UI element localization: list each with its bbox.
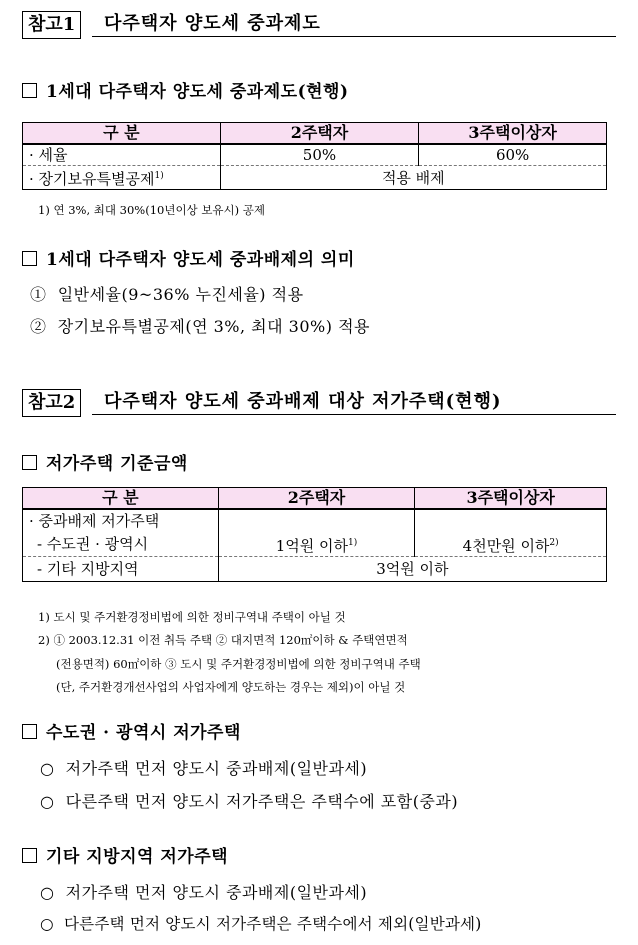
cell-value-merged: 적용 배제 [220,166,606,190]
cell-value-merged: 3억원 이하 [218,557,606,582]
checkbox-square-icon [22,251,37,266]
footnote: 2) ① 2003.12.31 이전 취득 주택 ② 대지면적 120㎡이하 & 주택연면적 [38,633,408,647]
table-header-row [23,123,607,145]
circle-bullet-icon: ○ [40,759,55,778]
ref1-section2-heading: 1세대 다주택자 양도세 중과배제의 의미 [22,245,355,270]
ref2-title: 다주택자 양도세 중과배제 대상 저가주택(현행) [92,390,616,415]
cell-value: 50% [220,144,419,166]
list-item: ○ 저가주택 먼저 양도시 중과배제(일반과세) [40,883,368,902]
circled-number-marker: ② [30,317,47,336]
ref2-section3-heading: 기타 지방지역 저가주택 [22,842,228,867]
header-three-plus-houses: 3주택이상자 [419,123,607,145]
list-item: ○ 다른주택 먼저 양도시 저가주택은 주택수에서 제외(일반과세) [40,915,482,933]
footnote: (단, 주거환경개선사업의 사업자에게 양도하는 경우는 제외)이 아닐 것 [56,680,406,694]
row-label: · 장기보유특별공제$^{1)}$ [23,166,221,190]
list-item: ① 일반세율(9~36% 누진세율) 적용 [30,285,304,304]
row-label: · 중과배제 저가주택 [23,509,219,532]
circle-bullet-icon: ○ [40,915,54,933]
header-category: 구 분 [23,123,221,145]
header-three-plus-houses: 3주택이상자 [415,488,607,510]
table-row [23,509,607,532]
table-row [23,166,607,190]
ref1-title: 다주택자 양도세 중과제도 [92,12,616,37]
list-item: ② 장기보유특별공제(연 3%, 최대 30%) 적용 [30,317,370,336]
row-label: - 기타 지방지역 [23,557,219,582]
checkbox-square-icon [22,83,37,98]
table-row [23,532,607,557]
checkbox-square-icon [22,724,37,739]
table-header-row [23,488,607,510]
ref2-threshold-table [22,487,607,582]
cell-value: 1억원 이하$^{1)}$ [218,532,415,557]
checkbox-square-icon [22,848,37,863]
ref2-section2-heading: 수도권 · 광역시 저가주택 [22,718,241,743]
checkbox-square-icon [22,455,37,470]
ref2-section1-heading: 저가주택 기준금액 [22,449,188,474]
list-item: ○ 저가주택 먼저 양도시 중과배제(일반과세) [40,759,368,778]
header-two-houses: 2주택자 [220,123,419,145]
ref1-section1-heading: 1세대 다주택자 양도세 중과제도(현행) [22,77,349,102]
footnote: 1) 도시 및 주거환경정비법에 의한 정비구역내 주택이 아닐 것 [38,610,346,624]
row-label: - 수도권 · 광역시 [23,532,219,557]
cell-empty [218,509,415,532]
row-label: · 세율 [23,144,221,166]
ref2-label: 참고2 [22,389,81,417]
table-row [23,557,607,582]
circle-bullet-icon: ○ [40,792,55,811]
cell-empty [415,509,607,532]
list-item: ○ 다른주택 먼저 양도시 저가주택은 주택수에 포함(중과) [40,792,459,811]
header-two-houses: 2주택자 [218,488,415,510]
footnote: 1) 연 3%, 최대 30%(10년이상 보유시) 공제 [38,203,266,217]
footnote: (전용면적) 60㎡이하 ③ 도시 및 주거환경정비법에 의한 정비구역내 주택 [56,657,421,671]
circle-bullet-icon: ○ [40,883,55,902]
ref1-label: 참고1 [22,11,81,39]
header-category: 구 분 [23,488,219,510]
circled-number-marker: ① [30,285,47,304]
cell-value: 4천만원 이하$^{2)}$ [415,532,607,557]
table-row [23,144,607,166]
ref1-rate-table [22,122,607,190]
cell-value: 60% [419,144,607,166]
